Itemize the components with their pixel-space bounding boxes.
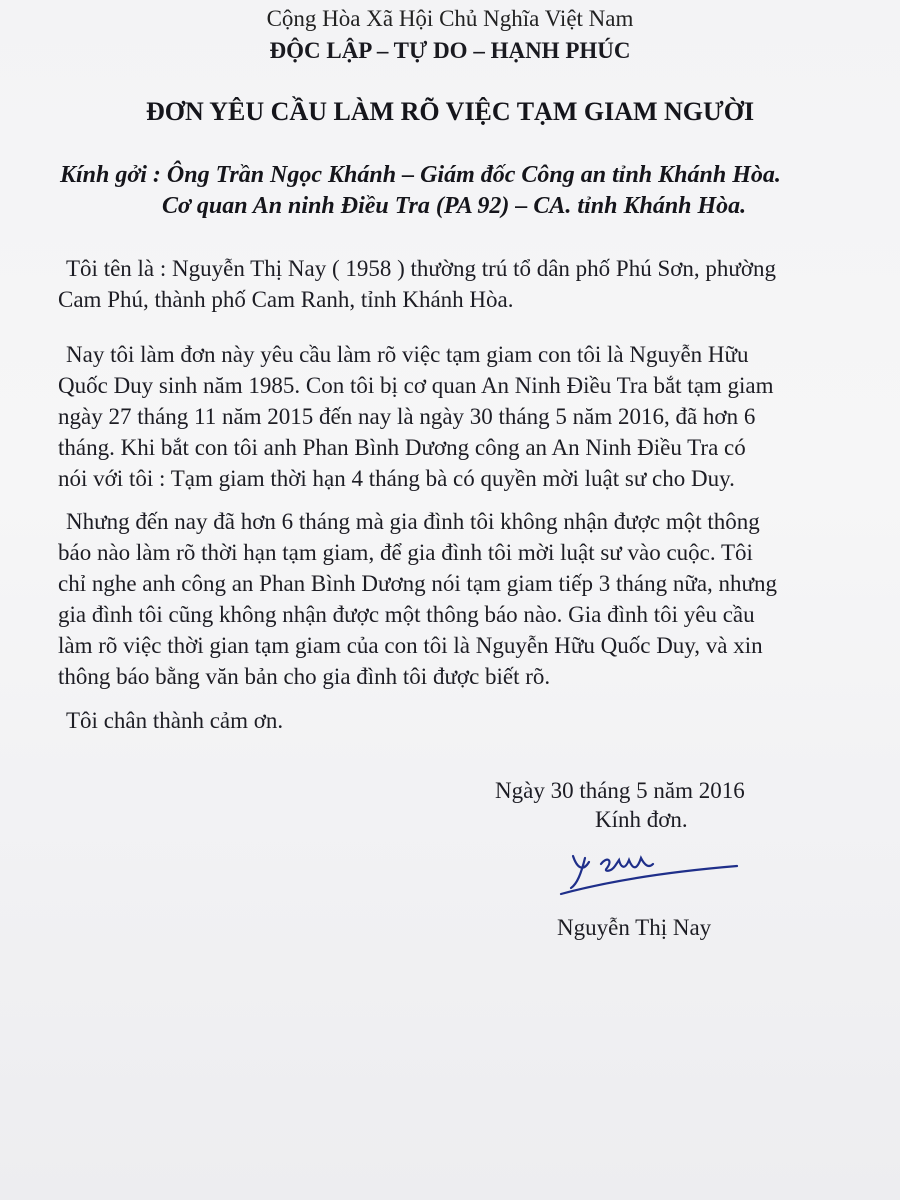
paragraph-line: tháng. Khi bắt con tôi anh Phan Bình Dương công an An Ninh Điều Tra có	[58, 435, 746, 460]
paragraph-thanks	[58, 705, 858, 736]
paragraph-line: Nay tôi làm đơn này yêu cầu làm rõ việc tạm giam con tôi là Nguyễn Hữu	[66, 342, 749, 367]
paragraph-line: làm rõ việc thời gian tạm giam của con tôi là Nguyễn Hữu Quốc Duy, và xin	[58, 633, 763, 658]
paragraph-introduction	[58, 253, 858, 315]
paragraph-line: Nhưng đến nay đã hơn 6 tháng mà gia đình tôi không nhận được một thông	[66, 509, 760, 534]
paragraph-line: thông báo bằng văn bản cho gia đình tôi được biết rõ.	[58, 664, 551, 689]
paragraph-line: Tôi chân thành cảm ơn.	[66, 708, 284, 733]
document-title: ĐƠN YÊU CẦU LÀM RÕ VIỆC TẠM GIAM NGƯỜI	[145, 97, 755, 126]
paragraph-line: gia đình tôi cũng không nhận được một thông báo nào. Gia đình tôi yêu cầu	[58, 602, 755, 627]
paragraph-line: Tôi tên là : Nguyễn Thị Nay ( 1958 ) thường trú tổ dân phố Phú Sơn, phường	[66, 256, 777, 281]
recipient-line-2: Cơ quan An ninh Điều Tra (PA 92) – CA. tỉnh Khánh Hòa.	[162, 193, 747, 219]
letter-date: Ngày 30 tháng 5 năm 2016	[495, 778, 745, 803]
closing-salutation: Kính đơn.	[595, 807, 688, 832]
paragraph-line: chỉ nghe anh công an Phan Bình Dương nói tạm giam tiếp 3 tháng nữa, nhưng	[58, 571, 777, 596]
paragraph-request	[58, 339, 858, 494]
national-motto: ĐỘC LẬP – TỰ DO – HẠNH PHÚC	[269, 38, 631, 63]
paragraph-line: Cam Phú, thành phố Cam Ranh, tỉnh Khánh Hòa.	[58, 287, 514, 312]
signer-name: Nguyễn Thị Nay	[557, 915, 712, 940]
paragraph-details	[58, 506, 858, 692]
recipient-line-1: Kính gởi : Ông Trần Ngọc Khánh – Giám đốc Công an tỉnh Khánh Hòa.	[60, 162, 781, 188]
handwritten-signature	[555, 838, 745, 898]
paragraph-line: Quốc Duy sinh năm 1985. Con tôi bị cơ quan An Ninh Điều Tra bắt tạm giam	[58, 373, 774, 398]
country-name: Cộng Hòa Xã Hội Chủ Nghĩa Việt Nam	[266, 6, 634, 31]
paragraph-line: nói với tôi : Tạm giam thời hạn 4 tháng bà có quyền mời luật sư cho Duy.	[58, 466, 735, 491]
paragraph-line: báo nào làm rõ thời hạn tạm giam, để gia đình tôi mời luật sư vào cuộc. Tôi	[58, 540, 753, 565]
paragraph-line: ngày 27 tháng 11 năm 2015 đến nay là ngày 30 tháng 5 năm 2016, đã hơn 6	[58, 404, 756, 429]
